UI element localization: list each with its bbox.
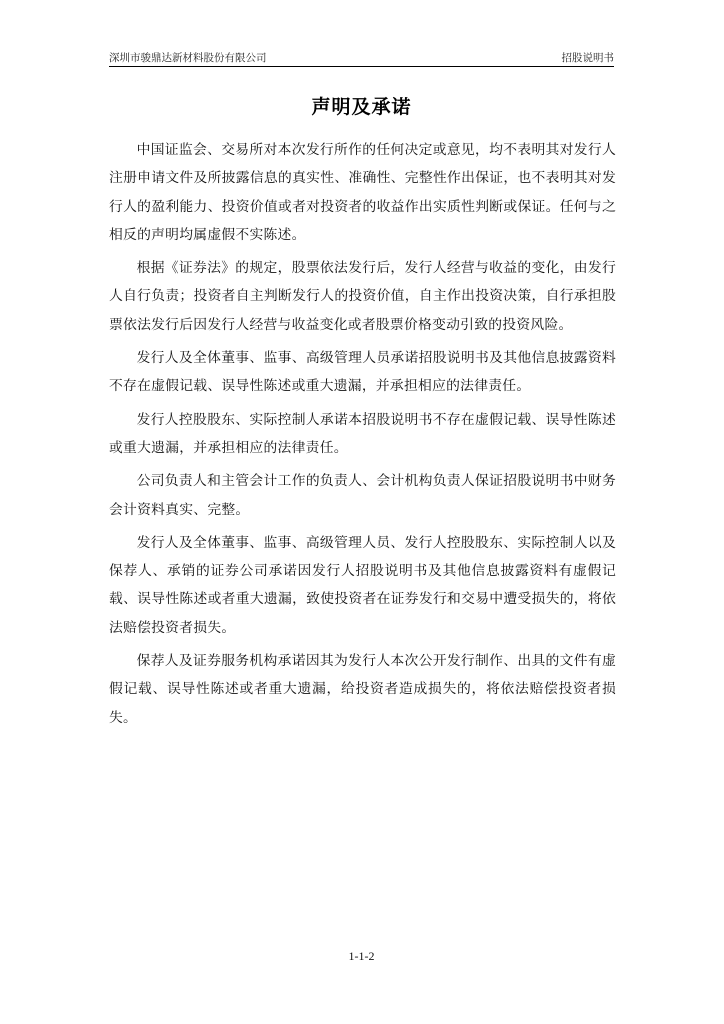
page-title: 声明及承诺 bbox=[311, 96, 412, 118]
paragraph-compensation-commitment: 发行人及全体董事、监事、高级管理人员、发行人控股股东、实际控制人以及保荐人、承销的证券公司承诺因发行人招股说明书及其他信息披露资料有虚假记载、误导性陈述或者重大遗漏，致使投资者在证券发行和交易中遭受损失的，将依法赔偿投资者损失。 bbox=[109, 534, 616, 636]
page-header bbox=[109, 50, 614, 66]
paragraph-sponsor-commitment: 保荐人及证券服务机构承诺因其为发行人本次公开发行制作、出具的文件有虚假记载、误导性陈述或者重大遗漏，给投资者造成损失的，将依法赔偿投资者损失。 bbox=[109, 653, 616, 726]
header-document-type: 招股说明书 bbox=[561, 52, 614, 64]
paragraph-accounting-guarantee: 公司负责人和主管会计工作的负责人、会计机构负责人保证招股说明书中财务会计资料真实、完整。 bbox=[109, 473, 616, 518]
paragraph-regulator-disclaimer: 中国证监会、交易所对本次发行所作的任何决定或意见，均不表明其对发行人注册申请文件及所披露信息的真实性、准确性、完整性作出保证，也不表明其对发行人的盈利能力、投资价值或者对投资者的收益作出实质性判断或保证。任何与之相反的声明均属虚假不实陈述。 bbox=[109, 142, 616, 243]
paragraph-securities-law: 根据《证券法》的规定，股票依法发行后，发行人经营与收益的变化，由发行人自行负责；投资者自主判断发行人的投资价值，自主作出投资决策，自行承担股票依法发行后因发行人经营与收益变化或者股票价格变动引致的投资风险。 bbox=[109, 260, 616, 333]
paragraph-controlling-shareholder-commitment: 发行人控股股东、实际控制人承诺本招股说明书不存在虚假记载、误导性陈述或重大遗漏，并承担相应的法律责任。 bbox=[109, 411, 616, 456]
header-divider bbox=[109, 66, 614, 67]
statement-body bbox=[109, 136, 616, 737]
paragraph-directors-commitment: 发行人及全体董事、监事、高级管理人员承诺招股说明书及其他信息披露资料不存在虚假记载、误导性陈述或重大遗漏，并承担相应的法律责任。 bbox=[109, 350, 616, 395]
header-company-name: 深圳市骏鼎达新材料股份有限公司 bbox=[109, 52, 267, 64]
page-number: 1-1-2 bbox=[348, 949, 375, 963]
